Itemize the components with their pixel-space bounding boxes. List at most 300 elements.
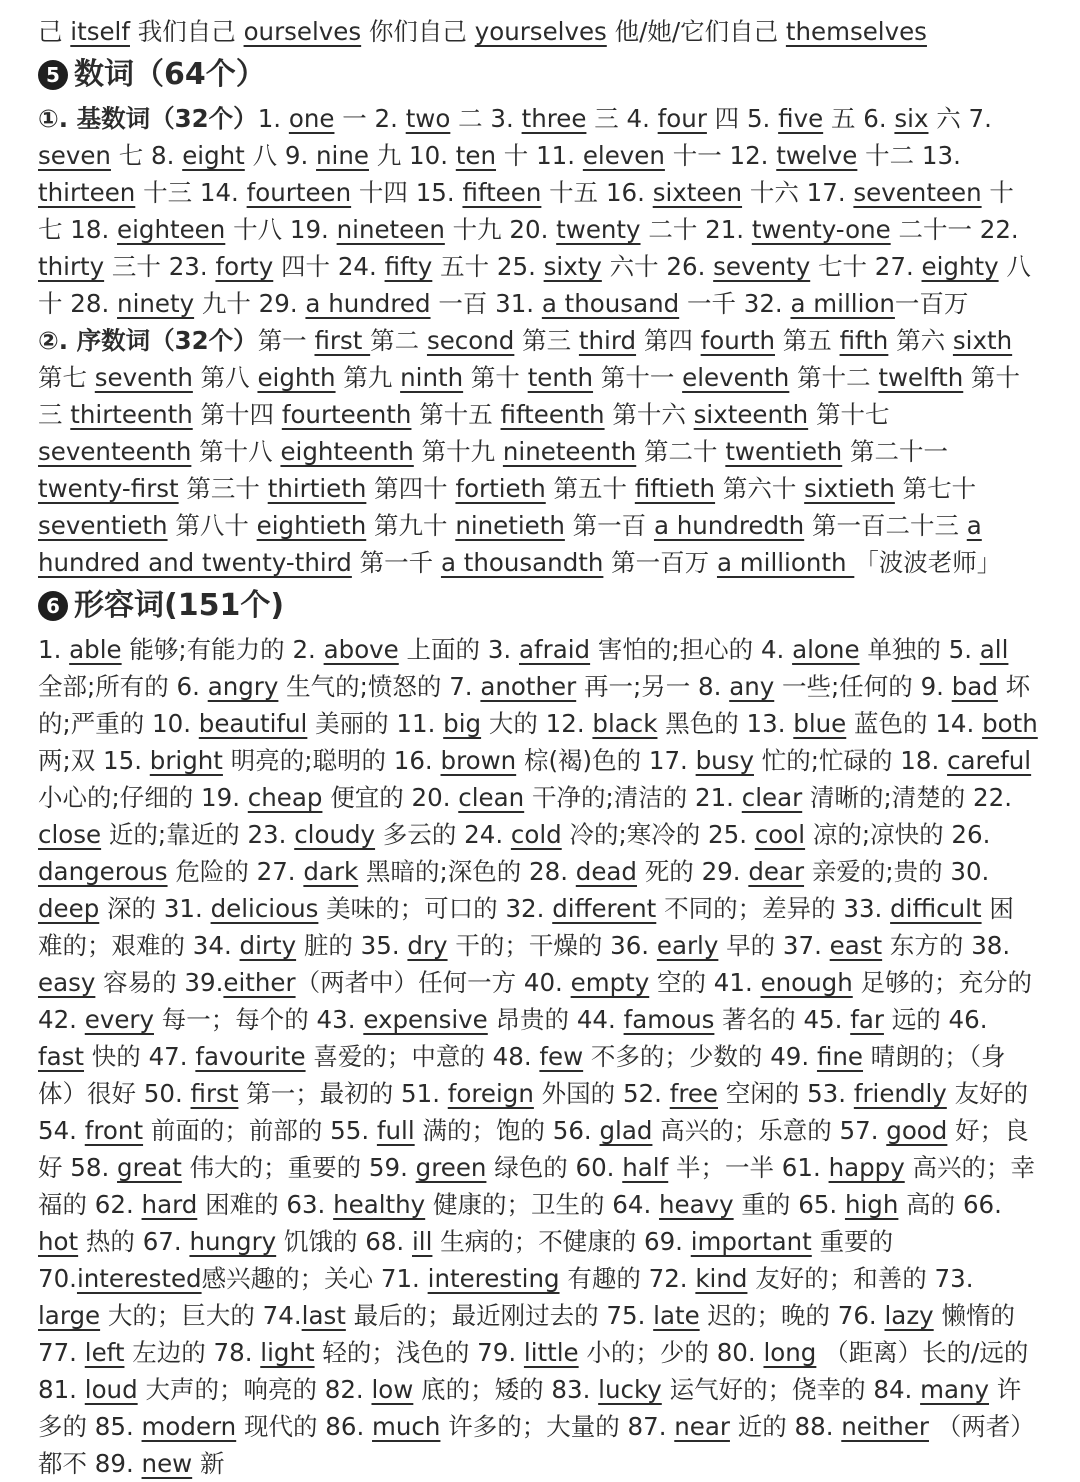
meaning-text: 第十六 <box>604 400 694 429</box>
meaning-text: 十七 18. <box>38 178 1014 244</box>
english-word: cool <box>754 820 806 849</box>
english-word: yourselves <box>474 17 607 46</box>
meaning-text: 危险的 27. <box>167 857 304 886</box>
subsection-label: ②. 序数词（32个） <box>38 326 258 355</box>
meaning-text: 忙的;忙碌的 18. <box>753 746 948 775</box>
meaning-text: 生病的；不健康的 69. <box>432 1227 691 1256</box>
meaning-text: 容易的 39. <box>95 968 224 997</box>
english-word: tenth <box>527 363 594 392</box>
meaning-text: 新 <box>192 1449 225 1478</box>
english-word: a millionth <box>716 548 855 577</box>
meaning-text: 高兴的；乐意的 57. <box>652 1116 887 1145</box>
english-word: fiftieth <box>634 474 716 503</box>
meaning-text: 九 10. <box>368 141 456 170</box>
meaning-text: 「波波老师」 <box>854 548 1002 577</box>
english-word: all <box>979 635 1009 664</box>
english-word: cheap <box>247 783 323 812</box>
english-word: fortieth <box>455 474 546 503</box>
english-word: happy <box>828 1153 905 1182</box>
english-word: a thousandth <box>440 548 604 577</box>
english-word: glad <box>599 1116 653 1145</box>
meaning-text: 第一 <box>257 326 315 355</box>
english-word: fine <box>816 1042 864 1071</box>
meaning-text: 一些;任何的 9. <box>774 672 952 701</box>
english-word: heavy <box>659 1190 734 1219</box>
english-word: eighth <box>257 363 336 392</box>
meaning-text: 黑暗的;深色的 28. <box>358 857 576 886</box>
english-word: little <box>523 1338 579 1367</box>
meaning-text: 早的 37. <box>718 931 830 960</box>
english-word: cold <box>510 820 562 849</box>
english-word: expensive <box>363 1005 488 1034</box>
meaning-text: 七 8. <box>110 141 183 170</box>
meaning-text: 第五十 <box>545 474 635 503</box>
meaning-text: 第十五 <box>411 400 501 429</box>
english-word: interesting <box>427 1264 560 1293</box>
english-word: bad <box>951 672 998 701</box>
english-word: ten <box>455 141 497 170</box>
meaning-text: 近的 88. <box>729 1412 842 1441</box>
meaning-text: 第三十 <box>178 474 268 503</box>
english-word: important <box>690 1227 812 1256</box>
meaning-text: 感兴趣的；关心 71. <box>201 1264 428 1293</box>
english-word: near <box>674 1412 730 1441</box>
english-word: friendly <box>853 1079 947 1108</box>
meaning-text: 十二 13. <box>857 141 961 170</box>
meaning-text: 第一百万 <box>603 548 717 577</box>
english-word: close <box>38 820 102 849</box>
meaning-text: 小心的;仔细的 19. <box>38 783 248 812</box>
english-word: large <box>38 1301 101 1330</box>
meaning-text: 九十 29. <box>194 289 306 318</box>
meaning-text: 小的；少的 80. <box>578 1338 764 1367</box>
english-word: a hundred <box>305 289 431 318</box>
meaning-text: 凉的;凉快的 26. <box>805 820 991 849</box>
english-word: favourite <box>195 1042 306 1071</box>
meaning-text: 全部;所有的 6. <box>38 672 208 701</box>
meaning-text: 半；一半 61. <box>668 1153 829 1182</box>
meaning-text: 1. <box>38 635 70 664</box>
meaning-text: 第一千 <box>351 548 441 577</box>
meaning-text: （距离）长的/远的 81. <box>38 1338 1029 1404</box>
meaning-text: 足够的；充分的 42. <box>38 968 1033 1034</box>
english-word: twentieth <box>725 437 843 466</box>
adjectives-paragraph <box>38 631 1038 1482</box>
english-word: three <box>521 104 587 133</box>
english-word: left <box>84 1338 125 1367</box>
english-word: nineteenth <box>502 437 637 466</box>
english-word: fast <box>38 1042 85 1071</box>
english-word: nine <box>316 141 369 170</box>
meaning-text: 第七十 <box>894 474 977 503</box>
meaning-text: 第十一 <box>593 363 683 392</box>
meaning-text: 一 2. <box>334 104 406 133</box>
meaning-text: 能够;有能力的 2. <box>121 635 324 664</box>
meaning-text: 坏的;严重的 10. <box>38 672 1031 738</box>
meaning-text: （两者）都不 89. <box>38 1412 1035 1478</box>
english-word: both <box>982 709 1038 738</box>
english-word: light <box>260 1338 315 1367</box>
english-word: twenty-first <box>38 474 179 503</box>
meaning-text: 亲爱的;贵的 30. <box>804 857 990 886</box>
english-word: above <box>323 635 399 664</box>
meaning-text: 十 11. <box>496 141 583 170</box>
english-word: great <box>117 1153 182 1182</box>
meaning-text: 他/她/它们自己 <box>606 17 786 46</box>
meaning-text: 十九 20. <box>444 215 557 244</box>
meaning-text: 迟的；晚的 76. <box>699 1301 885 1330</box>
meaning-text: 第八十 <box>167 511 257 540</box>
english-word: a hundredth <box>653 511 805 540</box>
english-word: full <box>376 1116 415 1145</box>
meaning-text: 不多的；少数的 49. <box>583 1042 817 1071</box>
meaning-text: 最后的；最近刚过去的 75. <box>345 1301 654 1330</box>
english-word: famous <box>623 1005 715 1034</box>
meaning-text: 快的 47. <box>84 1042 196 1071</box>
meaning-text: 懒惰的 77. <box>38 1301 1015 1367</box>
meaning-text: 四 5. <box>706 104 779 133</box>
english-word: early <box>656 931 719 960</box>
meaning-text: 一百万 <box>894 289 969 318</box>
english-word: dangerous <box>38 857 168 886</box>
meaning-text: 第十二 <box>789 363 879 392</box>
english-word: kind <box>695 1264 748 1293</box>
english-word: ourselves <box>243 17 362 46</box>
meaning-text: 底的；矮的 83. <box>413 1375 599 1404</box>
meaning-text: （两者中）任何一方 40. <box>295 968 571 997</box>
english-word: a hundred and twenty-third <box>38 511 982 577</box>
english-word: eight <box>182 141 245 170</box>
meaning-text: 己 <box>38 17 71 46</box>
meaning-text: 两;双 15. <box>38 746 150 775</box>
meaning-text: 友好的 54. <box>38 1079 1029 1145</box>
meaning-text: 脏的 35. <box>296 931 408 960</box>
meaning-text: 五 6. <box>823 104 895 133</box>
meaning-text: 二 3. <box>450 104 522 133</box>
english-word: easy <box>38 968 96 997</box>
english-word: ninth <box>400 363 464 392</box>
meaning-text: 三 4. <box>586 104 658 133</box>
english-word: seven <box>38 141 111 170</box>
english-word: bright <box>149 746 223 775</box>
meaning-text: 干的；干燥的 36. <box>447 931 657 960</box>
english-word: afraid <box>519 635 591 664</box>
meaning-text: 第十八 <box>191 437 281 466</box>
english-word: twelfth <box>878 363 964 392</box>
meaning-text: 左边的 78. <box>124 1338 261 1367</box>
meaning-text: 多云的 24. <box>375 820 511 849</box>
meaning-text: 第十四 <box>192 400 282 429</box>
meaning-text: 第二十 <box>636 437 726 466</box>
meaning-text: 重的 65. <box>733 1190 845 1219</box>
meaning-text: 近的;靠近的 23. <box>101 820 295 849</box>
english-word: thirteenth <box>70 400 193 429</box>
english-word: hard <box>141 1190 198 1219</box>
english-word: healthy <box>333 1190 426 1219</box>
meaning-text: 有趣的 72. <box>559 1264 696 1293</box>
meaning-text: 许多的；大量的 87. <box>440 1412 675 1441</box>
english-word: low <box>371 1375 414 1404</box>
english-word: itself <box>70 17 130 46</box>
english-word: themselves <box>785 17 927 46</box>
meaning-text: 大声的；响亮的 82. <box>137 1375 372 1404</box>
meaning-text: 不同的；差异的 33. <box>656 894 891 923</box>
meaning-text: 前面的；前部的 55. <box>143 1116 377 1145</box>
english-word: angry <box>207 672 279 701</box>
english-word: new <box>141 1449 193 1478</box>
english-word: front <box>84 1116 144 1145</box>
english-word: thirty <box>38 252 105 281</box>
english-word: cloudy <box>294 820 376 849</box>
english-word: twelve <box>776 141 858 170</box>
meaning-text: 第七 <box>38 363 95 392</box>
number-badge: 6 <box>38 591 68 621</box>
english-word: last <box>301 1301 346 1330</box>
cardinal-numbers-paragraph <box>38 100 1038 322</box>
english-word: eleven <box>582 141 665 170</box>
meaning-text: 第十九 <box>413 437 503 466</box>
english-word: alone <box>792 635 860 664</box>
meaning-text: 大的；巨大的 74. <box>100 1301 302 1330</box>
meaning-text: 第八 <box>192 363 258 392</box>
english-word: blue <box>793 709 847 738</box>
meaning-text: 第六十 <box>715 474 805 503</box>
meaning-text: 第二 <box>370 326 427 355</box>
meaning-text: 第一百二十三 <box>804 511 967 540</box>
meaning-text: 深的 31. <box>99 894 211 923</box>
section-heading-adjectives <box>38 581 1038 631</box>
english-word: first <box>190 1079 239 1108</box>
meaning-text: 饥饿的 68. <box>276 1227 412 1256</box>
meaning-text: 热的 67. <box>78 1227 190 1256</box>
meaning-text: 我们自己 <box>129 17 244 46</box>
meaning-text: 一千 32. <box>679 289 791 318</box>
meaning-text: 第九十 <box>366 511 456 540</box>
meaning-text: 美味的；可口的 32. <box>318 894 553 923</box>
meaning-text: 昂贵的 44. <box>487 1005 624 1034</box>
meaning-text: 晴朗的；（身体）很好 50. <box>38 1042 1006 1108</box>
meaning-text: 明亮的;聪明的 16. <box>222 746 441 775</box>
meaning-text: 第九 <box>335 363 401 392</box>
english-word: lazy <box>884 1301 934 1330</box>
section-heading-numerals <box>38 50 1038 100</box>
english-word: five <box>778 104 824 133</box>
meaning-text: 每一；每个的 43. <box>153 1005 364 1034</box>
english-word: fifty <box>384 252 433 281</box>
english-word: fifteenth <box>500 400 605 429</box>
english-word: difficult <box>890 894 982 923</box>
subsection-label: ①. 基数词（32个） <box>38 104 258 133</box>
meaning-text: 空闲的 53. <box>718 1079 854 1108</box>
english-word: careful <box>947 746 1032 775</box>
english-word: interested <box>76 1264 202 1293</box>
english-word: a thousand <box>541 289 680 318</box>
english-word: twenty-one <box>751 215 891 244</box>
english-word: eightieth <box>256 511 367 540</box>
meaning-text: 第四十 <box>366 474 456 503</box>
english-word: sixth <box>952 326 1013 355</box>
meaning-text: 第六 <box>888 326 953 355</box>
english-word: delicious <box>210 894 319 923</box>
english-word: fifth <box>839 326 889 355</box>
meaning-text: 美丽的 11. <box>307 709 444 738</box>
english-word: first <box>314 326 371 355</box>
english-word: third <box>578 326 637 355</box>
english-word: ninety <box>117 289 195 318</box>
english-word: four <box>657 104 707 133</box>
meaning-text: 八十 28. <box>38 252 1031 318</box>
english-word: every <box>84 1005 154 1034</box>
english-word: long <box>763 1338 817 1367</box>
english-word: nineteen <box>336 215 445 244</box>
meaning-text: 健康的；卫生的 64. <box>425 1190 660 1219</box>
english-word: thirtieth <box>267 474 367 503</box>
english-word: fourth <box>700 326 775 355</box>
meaning-text: 十四 15. <box>351 178 463 207</box>
english-word: modern <box>141 1412 237 1441</box>
english-word: hot <box>38 1227 79 1256</box>
meaning-text: 第十七 <box>808 400 890 429</box>
meaning-text: 干净的;清洁的 21. <box>524 783 742 812</box>
section-title: 形容词(151个) <box>74 588 285 623</box>
meaning-text: 第三 <box>514 326 579 355</box>
meaning-text: 高的 66. <box>898 1190 1002 1219</box>
english-word: busy <box>695 746 754 775</box>
meaning-text: 死的 29. <box>637 857 749 886</box>
english-word: ninetieth <box>455 511 565 540</box>
meaning-text: 第十 <box>463 363 528 392</box>
english-word: forty <box>215 252 274 281</box>
english-word: sixty <box>543 252 602 281</box>
meaning-text: 再一;另一 8. <box>576 672 730 701</box>
section-title: 数词（64个） <box>74 57 266 92</box>
number-badge: 5 <box>38 60 68 90</box>
english-word: high <box>844 1190 899 1219</box>
meaning-text: 空的 41. <box>649 968 761 997</box>
english-word: enough <box>760 968 853 997</box>
meaning-text: 上面的 3. <box>398 635 520 664</box>
meaning-text: 四十 24. <box>273 252 385 281</box>
meaning-text: 第一百 <box>564 511 654 540</box>
ordinal-numbers-paragraph <box>38 322 1038 581</box>
english-word: brown <box>440 746 517 775</box>
meaning-text: 轻的；浅色的 79. <box>314 1338 524 1367</box>
meaning-text: 二十 21. <box>640 215 752 244</box>
english-word: east <box>829 931 883 960</box>
english-word: dark <box>303 857 359 886</box>
meaning-text: 第一；最初的 51. <box>238 1079 448 1108</box>
english-word: neither <box>841 1412 929 1441</box>
meaning-text: 外国的 52. <box>533 1079 670 1108</box>
meaning-text: 高兴的；幸福的 62. <box>38 1153 1036 1219</box>
english-word: sixtieth <box>804 474 895 503</box>
english-word: clean <box>458 783 525 812</box>
english-word: seventy <box>713 252 811 281</box>
english-word: seventieth <box>38 511 168 540</box>
english-word: much <box>372 1412 441 1441</box>
english-word: hungry <box>189 1227 277 1256</box>
meaning-text: 六 7. <box>928 104 992 133</box>
english-word: big <box>443 709 482 738</box>
meaning-text: 远的 46. <box>883 1005 988 1034</box>
meaning-text: 六十 26. <box>601 252 714 281</box>
meaning-text: 二十一 22. <box>890 215 1019 244</box>
english-word: empty <box>570 968 650 997</box>
meaning-text: 便宜的 20. <box>322 783 459 812</box>
meaning-text: 八 9. <box>244 141 317 170</box>
meaning-text: 现代的 86. <box>236 1412 373 1441</box>
english-word: free <box>669 1079 719 1108</box>
meaning-text: 生气的;愤怒的 7. <box>278 672 481 701</box>
english-word: good <box>886 1116 948 1145</box>
english-word: fourteenth <box>281 400 412 429</box>
english-word: loud <box>84 1375 138 1404</box>
meaning-text: 喜爱的；中意的 48. <box>305 1042 540 1071</box>
english-word: dear <box>748 857 805 886</box>
english-word: able <box>69 635 122 664</box>
english-word: eighteenth <box>280 437 414 466</box>
meaning-text: 十八 19. <box>225 215 337 244</box>
meaning-text: 伟大的；重要的 59. <box>181 1153 416 1182</box>
english-word: foreign <box>447 1079 534 1108</box>
meaning-text: 冷的;寒冷的 25. <box>561 820 755 849</box>
english-word: late <box>653 1301 700 1330</box>
meaning-text: 友好的；和善的 73. <box>747 1264 974 1293</box>
english-word: deep <box>38 894 100 923</box>
meaning-text: 大的 12. <box>481 709 593 738</box>
meaning-text: 著名的 45. <box>714 1005 851 1034</box>
english-word: thirteen <box>38 178 136 207</box>
english-word: eighty <box>921 252 999 281</box>
english-word: few <box>539 1042 584 1071</box>
english-word: clear <box>741 783 803 812</box>
english-word: half <box>622 1153 669 1182</box>
meaning-text: 重要的 70. <box>38 1227 894 1293</box>
english-word: dirty <box>239 931 297 960</box>
english-word: black <box>592 709 658 738</box>
pronoun-continuation <box>38 14 1038 50</box>
english-word: different <box>552 894 657 923</box>
meaning-text: 好；良好 58. <box>38 1116 1029 1182</box>
meaning-text: 困难的 63. <box>197 1190 334 1219</box>
meaning-text: 五十 25. <box>432 252 544 281</box>
meaning-text: 黑色的 13. <box>657 709 794 738</box>
english-word: sixteenth <box>693 400 809 429</box>
meaning-text: 运气好的；侥幸的 84. <box>661 1375 921 1404</box>
english-word: far <box>850 1005 884 1034</box>
english-word: seventeenth <box>38 437 192 466</box>
english-word: beautiful <box>198 709 308 738</box>
meaning-text: 满的；饱的 56. <box>414 1116 600 1145</box>
english-word: ill <box>412 1227 433 1256</box>
meaning-text: 一百 31. <box>430 289 542 318</box>
meaning-text: 七十 27. <box>810 252 922 281</box>
meaning-text: 十一 12. <box>664 141 777 170</box>
meaning-text: 三十 23. <box>104 252 216 281</box>
english-word: twenty <box>556 215 641 244</box>
english-word: lucky <box>598 1375 662 1404</box>
meaning-text: 许多的 85. <box>38 1375 1022 1441</box>
meaning-text: 第四 <box>636 326 701 355</box>
english-word: sixteen <box>652 178 743 207</box>
meaning-text: 1. <box>257 104 289 133</box>
meaning-text: 困难的；艰难的 34. <box>38 894 1014 960</box>
english-word: another <box>480 672 577 701</box>
english-word: fifteen <box>462 178 542 207</box>
english-word: seventeen <box>853 178 982 207</box>
meaning-text: 单独的 5. <box>859 635 980 664</box>
meaning-text: 害怕的;担心的 4. <box>590 635 793 664</box>
